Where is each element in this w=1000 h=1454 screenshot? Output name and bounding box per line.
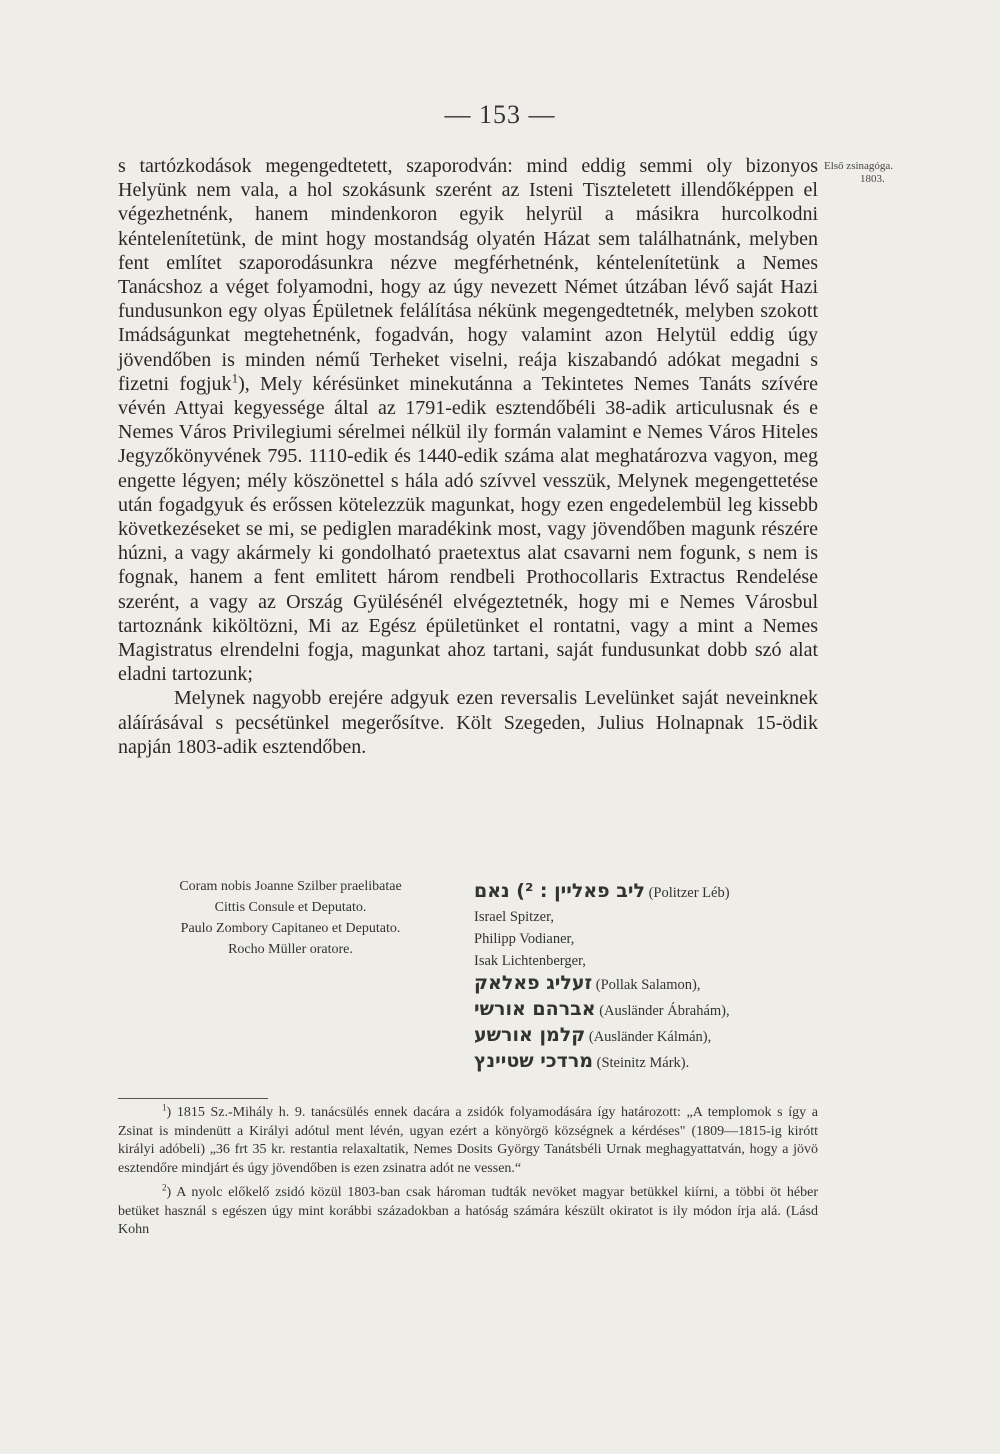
signatories (474, 880, 814, 1076)
hebrew-signature: קלמן אורשע (474, 1024, 586, 1046)
footnote-divider (118, 1098, 268, 1099)
paragraph-1-part-a: s tartózkodások megengedtetett, szaporodván: mind eddig semmi oly bizonyos Helyünk nem vala, a hol szokásunk szerént az Isteni Tiszteletett illendőképpen el végezhetnénk, hanem mindenkoron egyik helyrül a másikra hurcolkodni kéntelenítetünk, de mint hogy mostandság olyatén Házat sem találhatnánk, melyben fent említet szaporodásunkra nézve megférhetnénk, kéntelenítetünk a Nemes Tanácshoz a véget folyamodni, hogy az úgy nevezett Német útzában lévő saját Hazi fundusunkon egy olyas Épületnek felálítása nékünk megengedtetnék, melyben szokott Imádságunkat megtehetnénk, fogadván, hogy valamint azon Helytül eddig úgy jövendőben is minden némű Terheket viselni, reája kiszabandó adókat megadni s fizetni fogjuk (118, 155, 818, 395)
paragraph-2: Melynek nagyobb erejére adgyuk ezen reversalis Levelünket saját neveinknek aláírásával s pecsétünkel megerősítve. Költ Szegeden, Julius Holnapnak 15-ödik napján 1803-adik esztendőben. (118, 687, 818, 758)
signatory-line (474, 928, 814, 950)
page-number: — 153 — (444, 100, 556, 129)
signatory-line (474, 998, 814, 1024)
footnote-2 (118, 1184, 818, 1240)
signatory-name: Israel Spitzer, (474, 909, 554, 925)
footnotes (118, 1104, 818, 1246)
paragraph-1 (118, 154, 818, 686)
witness-line: Rocho Müller oratore. (228, 942, 353, 957)
signatory-name: Isak Lichtenberger, (474, 953, 586, 969)
margin-note-title: Első zsinagóga. (824, 160, 894, 172)
paragraph-1-part-b: ), Mely kérésünket minekutánna a Tekintetes Nemes Tanáts szívére vévén Attyai kegyessége által az 1791-edik esztendőbéli 38-adik articulusnak és e Nemes Város Privilegiumi sérelmei nélkül ily formán valamint e Nemes Város Hiteles Jegyzőkönyvének 795. 1110-edik és 1440-edik száma alat meghatározva vagyon, meg engette légyen; mély köszönettel s hála adó szívvel vesszük, Melynek megengettetése után fogadgyuk és erőssen kötelezzük magunkat, hogy ezen engedelembül leg kissebb következéseket se mi, se pediglen maradékink most, vagy jövendőben magunk részére húzni, a vagy akármely ki gondolható praetextus alat csavarni nem fogunk, s nem is fognak, hanem a fent emlitett három rendbeli Prothocollaris Extractus Rendelése szerént, a vagy az Ország Gyülésénél elvégeztetnék, hogy mi e Nemes Városbul tartoznánk kiköltözni, Mi az Egész épületünket el rontatni, vagy a mint a Nemes Magistratus elrendelni fogja, magunkat ahoz tartani, saját fundusunkat dobb szó alat eladni tartozunk; (118, 372, 818, 686)
witness-line: Cittis Consule et Deputato. (214, 900, 367, 915)
signatory-line (474, 950, 814, 972)
main-text (118, 154, 818, 759)
footnote-1-marker: 1 (162, 1102, 167, 1113)
signatory-line (474, 972, 814, 998)
footnote-2-text: ) A nyolc előkelő zsidó közül 1803-ban csak hároman tudták nevöket magyar betükkel kiírni, a többi öt héber betüket használ s egészen úgy mint korábbi századokban a hatóság számára készült okiratot is ily módon írja alá. (Lásd Kohn (118, 1185, 818, 1237)
signatory-name: Philipp Vodianer, (474, 931, 575, 947)
footnote-1-text: ) 1815 Sz.-Mihály h. 9. tanácsülés ennek dacára a zsidók folyamodására így határozott: „A templomok s így a Zsinat is mindenütt a Királyi adótul ment lévén, ugyan ezért a könyörgö községnek a kérdéses" (1809—1815-ig kirótt királyi adóbeli) „36 frt 35 kr. restantia relaxaltatik, Nemes Dosits György Tanátsbéli Urnak meghagyattatván, hogy a jövö esztendőre mindjárt és úgy jövendőben is ezen zsinatra adót ne vessen.“ (118, 1105, 818, 1176)
hebrew-signature: מרדכי שטיינץ (474, 1050, 594, 1072)
signatory-name: (Politzer Léb) (648, 885, 730, 901)
witness-line: Paulo Zombory Capitaneo et Deputato. (180, 921, 401, 936)
signatory-name: (Steinitz Márk). (596, 1055, 690, 1071)
signatory-line (474, 906, 814, 928)
signatory-line (474, 1050, 814, 1076)
signatory-line (474, 880, 814, 906)
signatory-line (474, 1024, 814, 1050)
signatory-name: (Ausländer Kálmán), (588, 1029, 712, 1045)
hebrew-signature: זעליג פאלאק (474, 972, 593, 994)
witness-line: Coram nobis Joanne Szilber praelibatae (179, 879, 402, 894)
footnote-1 (118, 1104, 818, 1178)
witness-signatures (118, 876, 463, 960)
footnote-2-marker: 2 (162, 1182, 167, 1193)
margin-note (824, 160, 1000, 186)
footnote-ref-1: 1 (231, 370, 239, 386)
margin-note-year: 1803. (860, 173, 885, 185)
signatory-name: (Ausländer Ábrahám), (599, 1003, 730, 1019)
hebrew-signature: ליב פאליין : ²) נאם (474, 880, 645, 902)
signatory-name: (Pollak Salamon), (595, 977, 701, 993)
hebrew-signature: אברהם אורשי (474, 998, 596, 1020)
